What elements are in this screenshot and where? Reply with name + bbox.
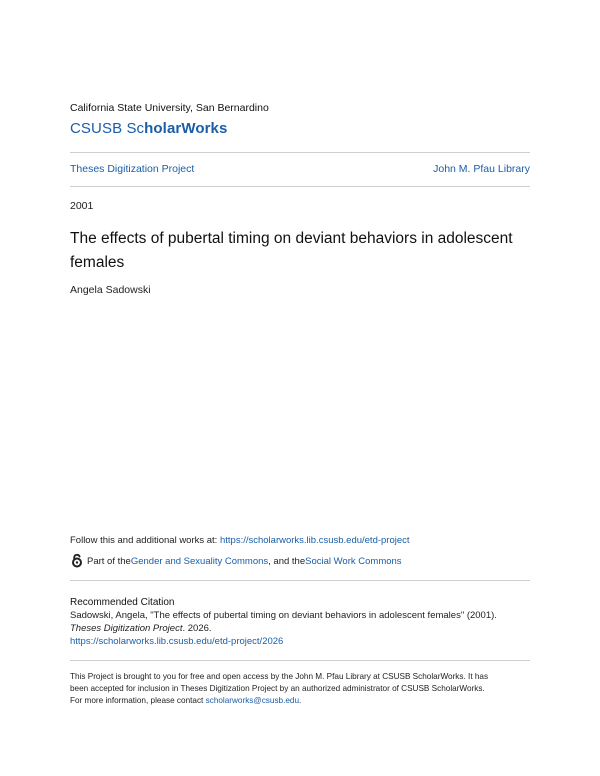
divider-citation: [70, 580, 530, 581]
scholarworks-logo-link[interactable]: [70, 120, 227, 137]
part-of-prefix: Part of the: [87, 555, 131, 567]
contact-email-link[interactable]: scholarworks@csusb.edu: [205, 696, 300, 705]
divider-top: [70, 152, 530, 153]
open-access-icon: [70, 554, 84, 568]
footer-line3-suffix: .: [299, 696, 302, 705]
follow-prefix: Follow this and additional works at:: [70, 535, 220, 546]
citation-line1: Sadowski, Angela, "The effects of pubertal timing on deviant behaviors in adolescent females" (2001).: [70, 610, 497, 621]
collection-links-row: [70, 163, 530, 175]
author-name: Angela Sadowski: [70, 284, 151, 296]
footer-line3: [70, 695, 535, 707]
theses-digitization-link[interactable]: Theses Digitization Project: [70, 163, 195, 175]
part-of-middle: , and the: [268, 555, 306, 567]
divider-second: [70, 186, 530, 187]
part-of-line: [70, 554, 402, 568]
citation-journal: Theses Digitization Project: [70, 623, 183, 634]
social-work-commons-link[interactable]: Social Work Commons: [305, 555, 402, 567]
document-title: The effects of pubertal timing on deviant behaviors in adolescent females: [70, 230, 513, 271]
citation-line2-rest: . 2026.: [182, 623, 212, 634]
footer-line2: been accepted for inclusion in Theses Digitization Project by an authorized administrator of CSUSB ScholarWorks.: [70, 684, 485, 693]
divider-footer: [70, 660, 530, 661]
follow-url-link[interactable]: https://scholarworks.lib.csusb.edu/etd-project: [219, 535, 410, 546]
citation-line2: [70, 622, 530, 635]
university-name: California State University, San Bernardino: [70, 102, 269, 114]
pfau-library-link[interactable]: John M. Pfau Library: [433, 163, 530, 175]
footer-line3-prefix: For more information, please contact: [70, 696, 206, 705]
follow-line: [70, 535, 410, 546]
access-statement: [70, 671, 535, 707]
publication-year: 2001: [70, 200, 94, 212]
citation-heading: Recommended Citation: [70, 597, 175, 608]
citation-body: [70, 609, 530, 648]
brand-prefix: CSUSB Sc: [70, 120, 145, 137]
gender-sexuality-commons-link[interactable]: Gender and Sexuality Commons: [130, 555, 269, 567]
footer-line1: This Project is brought to you for free and open access by the John M. Pfau Library at CSUSB ScholarWorks. It has: [70, 672, 489, 681]
brand-bold: holarWorks: [144, 120, 228, 137]
citation-url-link[interactable]: https://scholarworks.lib.csusb.edu/etd-project/2026: [70, 636, 284, 647]
